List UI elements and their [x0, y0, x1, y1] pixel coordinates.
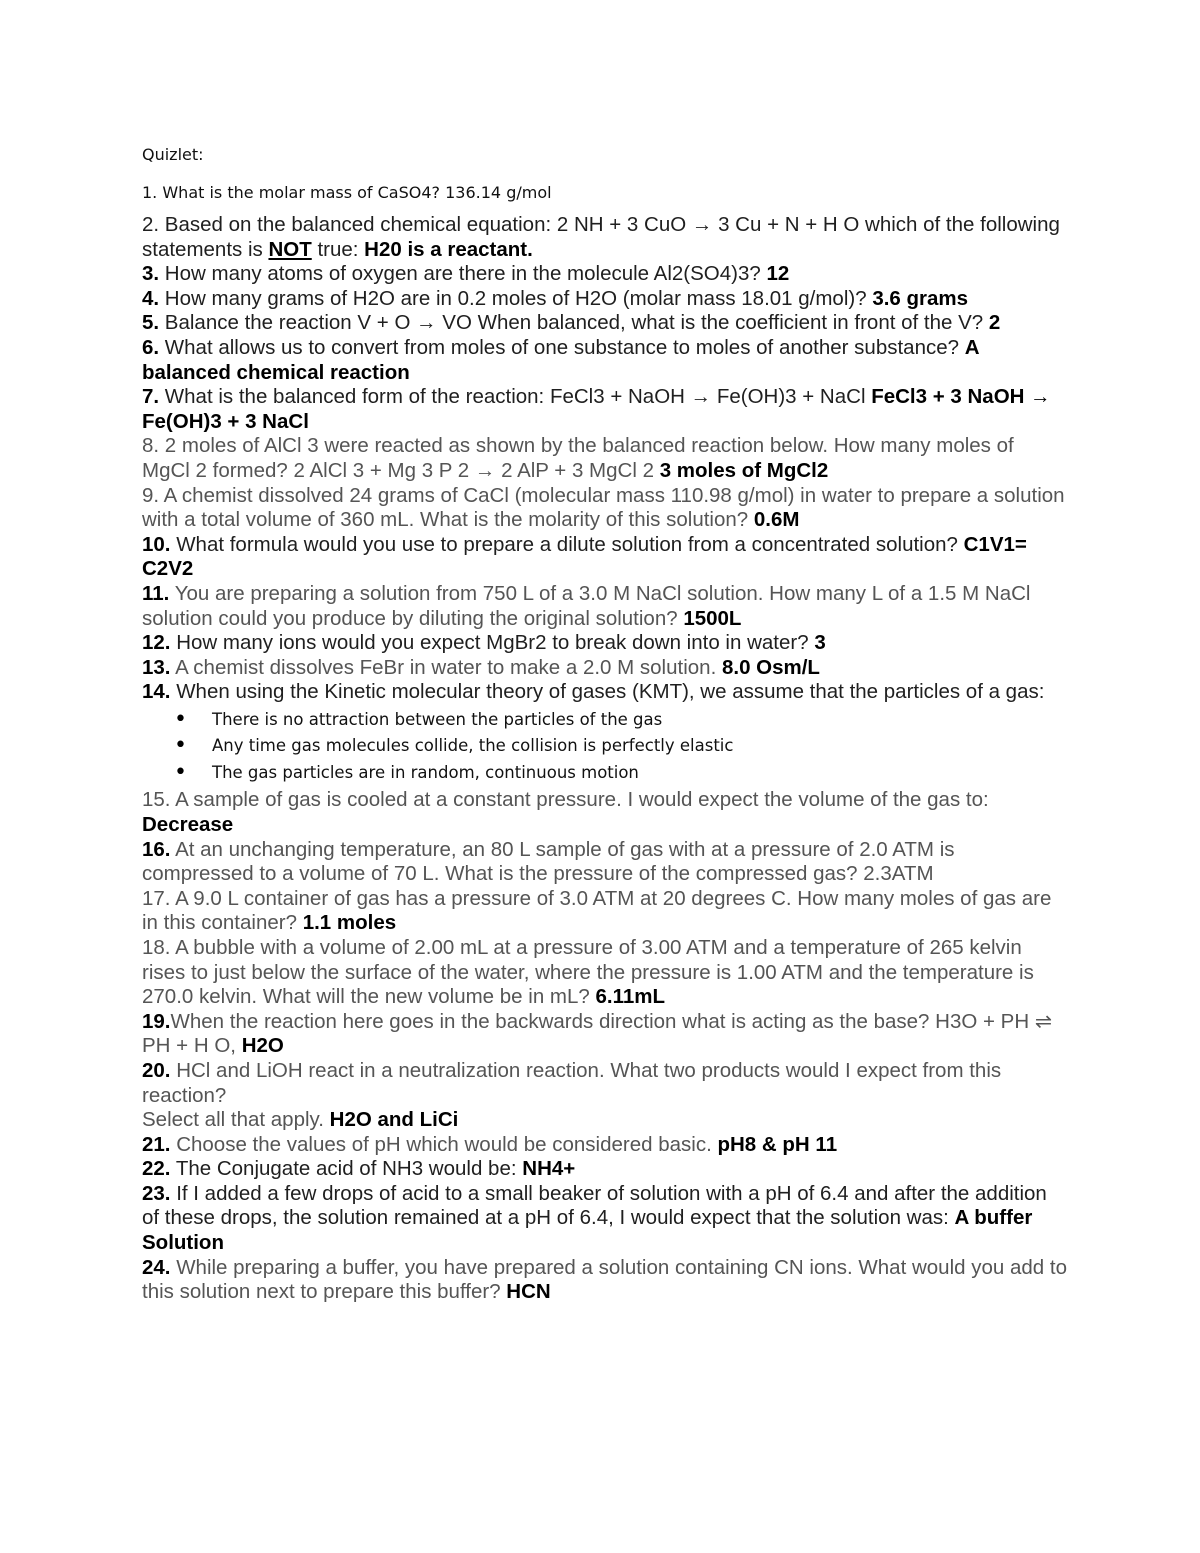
question-text: What allows us to convert from moles of one substance to moles of another substance? [159, 335, 965, 359]
question-22 [142, 1157, 1067, 1182]
question-text: How many ions would you expect MgBr2 to break down into in water? [170, 631, 815, 655]
question-number: 6. [142, 335, 160, 359]
question-5 [142, 311, 1067, 336]
question-number: 10. [142, 532, 171, 556]
document-page [142, 143, 1067, 1305]
question-13 [142, 656, 1067, 681]
answer: 6.11mL [595, 985, 666, 1009]
question-number: 2. [142, 213, 160, 236]
question-number: 19. [142, 1009, 171, 1033]
question-18 [142, 936, 1067, 1010]
question-number: 17. [142, 886, 171, 910]
question-number: 7. [142, 385, 160, 409]
question-number: 21. [142, 1132, 171, 1156]
question-4 [142, 287, 1067, 312]
question-20 [142, 1059, 1067, 1133]
question-text: The Conjugate acid of NH3 would be: [170, 1157, 523, 1181]
question-number: 18. [142, 935, 171, 959]
question-text: When the reaction here goes in the backwards direction what is acting as the base? H3O + PH ⇌ PH + H O, [142, 1009, 1052, 1058]
answer: 3 moles of MgCl2 [659, 458, 829, 482]
answer: pH8 & pH 11 [717, 1132, 838, 1156]
question-number: 1. [142, 183, 158, 202]
question-text: HCl and LiOH react in a neutralization reaction. What two products would I expect from this reaction? [142, 1058, 1002, 1107]
question-text: What formula would you use to prepare a dilute solution from a concentrated solution? [170, 532, 964, 556]
question-8 [142, 434, 1067, 483]
question-text: 2 moles of AlCl 3 were reacted as shown by the balanced reaction below. How many moles of MgCl 2 formed? 2 AlCl 3 + Mg 3 P 2 → 2 AlP + 3 MgCl 2 [142, 434, 1014, 482]
answer: 1.1 moles [302, 911, 397, 935]
question-1 [142, 181, 1067, 205]
question-15 [142, 788, 1067, 837]
question-text: You are preparing a solution from 750 L of a 3.0 M NaCl solution. How many L of a 1.5 M NaCl solution could you produce by diluting the original solution? [142, 581, 1031, 630]
question-text: How many grams of H2O are in 0.2 moles of H2O (molar mass 18.01 g/mol)? [159, 286, 873, 310]
answer: HCN [506, 1280, 551, 1304]
answer: 1500L [683, 606, 742, 630]
question-19 [142, 1010, 1067, 1059]
question-14 [142, 680, 1067, 705]
question-24 [142, 1256, 1067, 1305]
question-number: 12. [142, 631, 171, 655]
answer: C1V1= C2V2 [142, 532, 1027, 581]
question-2 [142, 213, 1067, 262]
answer: H2O [241, 1034, 284, 1058]
answer: Decrease [142, 812, 234, 836]
question-text-2: Select all that apply. [142, 1108, 330, 1132]
question-number: 15. [142, 788, 171, 812]
question-10 [142, 533, 1067, 582]
question-number: 13. [142, 655, 171, 679]
answer: 3 [814, 631, 826, 655]
question-number: 20. [142, 1058, 171, 1082]
question-number: 8. [142, 434, 160, 458]
question-3 [142, 262, 1067, 287]
answer: H20 is a reactant. [364, 237, 533, 261]
question-text: At an unchanging temperature, an 80 L sample of gas with at a pressure of 2.0 ATM is compressed to a volume of 70 L. What is the pressure of the compressed gas? 2.3ATM [142, 837, 955, 886]
question-text: A chemist dissolves FeBr in water to make a 2.0 M solution. [170, 655, 722, 679]
question-number: 9. [142, 483, 160, 507]
question-number: 23. [142, 1181, 171, 1205]
answer: A buffer Solution [142, 1206, 1033, 1255]
question-number: 11. [142, 581, 170, 605]
question-text: While preparing a buffer, you have prepared a solution containing CN ions. What would you add to this solution next to prepare this buffer? [142, 1255, 1067, 1304]
question-7 [142, 385, 1067, 434]
question-text: When using the Kinetic molecular theory of gases (KMT), we assume that the particles of a gas: [170, 680, 1045, 704]
question-9 [142, 484, 1067, 533]
question-text: How many atoms of oxygen are there in the molecule Al2(SO4)3? [159, 262, 767, 286]
question-text: What is the molar mass of CaSO4? 136.14 g/mol [157, 183, 552, 202]
question-text: A chemist dissolved 24 grams of CaCl (molecular mass 110.98 g/mol) in water to prepare a solution with a total volume of 360 mL. What is the molarity of this solution? [142, 483, 1065, 532]
question-text: What is the balanced form of the reaction: FeCl3 + NaOH → Fe(OH)3 + NaCl [159, 385, 872, 409]
question-text: Balance the reaction V + O → VO When balanced, what is the coefficient in front of the V? [159, 311, 989, 335]
question-11 [142, 582, 1067, 631]
question-number: 4. [142, 286, 160, 310]
question-text: A 9.0 L container of gas has a pressure of 3.0 ATM at 20 degrees C. How many moles of gas are in this container? [142, 886, 1052, 935]
question-text: If I added a few drops of acid to a small beaker of solution with a pH of 6.4 and after the addition of these drops, the solution remained at a pH of 6.4, I would expect that the solution was: [142, 1181, 1047, 1230]
question-17 [142, 887, 1067, 936]
answer: NH4+ [522, 1157, 576, 1181]
question-number: 14. [142, 680, 171, 704]
question-16 [142, 838, 1067, 887]
question-text: A sample of gas is cooled at a constant pressure. I would expect the volume of the gas to: [170, 788, 989, 812]
list-item: • There is no attraction between the particles of the gas [212, 707, 1067, 734]
question-text-2: true: [311, 237, 365, 261]
kmt-assumptions-list [142, 707, 1067, 787]
list-item: • Any time gas molecules collide, the collision is perfectly elastic [212, 733, 1067, 760]
list-item: • The gas particles are in random, continuous motion [212, 760, 1067, 787]
question-number: 5. [142, 311, 160, 335]
question-text: Based on the balanced chemical equation: 2 NH + 3 CuO → 3 Cu + N + H O which of the following statements is [142, 213, 1060, 261]
question-number: 24. [142, 1255, 171, 1279]
question-number: 22. [142, 1157, 171, 1181]
question-number: 16. [142, 837, 171, 861]
question-12 [142, 631, 1067, 656]
answer: H2O and LiCi [329, 1108, 459, 1132]
answer: 8.0 Osm/L [721, 655, 820, 679]
answer: A balanced chemical reaction [142, 335, 979, 384]
page-title: Quizlet: [142, 145, 204, 164]
emphasis-not: NOT [268, 237, 312, 261]
answer: 12 [766, 262, 790, 286]
question-text: Choose the values of pH which would be considered basic. [170, 1132, 718, 1156]
question-number: 3. [142, 262, 160, 286]
answer: 2 [988, 311, 1001, 335]
answer: FeCl3 + 3 NaOH → Fe(OH)3 + 3 NaCl [142, 385, 1051, 433]
question-6 [142, 336, 1067, 385]
question-23 [142, 1182, 1067, 1256]
question-21 [142, 1133, 1067, 1158]
answer: 3.6 grams [872, 286, 969, 310]
question-text: A bubble with a volume of 2.00 mL at a pressure of 3.00 ATM and a temperature of 265 kelvin rises to just below the surface of the water, where the pressure is 1.00 ATM and the temperature is 270.0 kelvin. What will the new volume be in mL? [142, 935, 1034, 1009]
answer: 0.6M [753, 508, 800, 532]
